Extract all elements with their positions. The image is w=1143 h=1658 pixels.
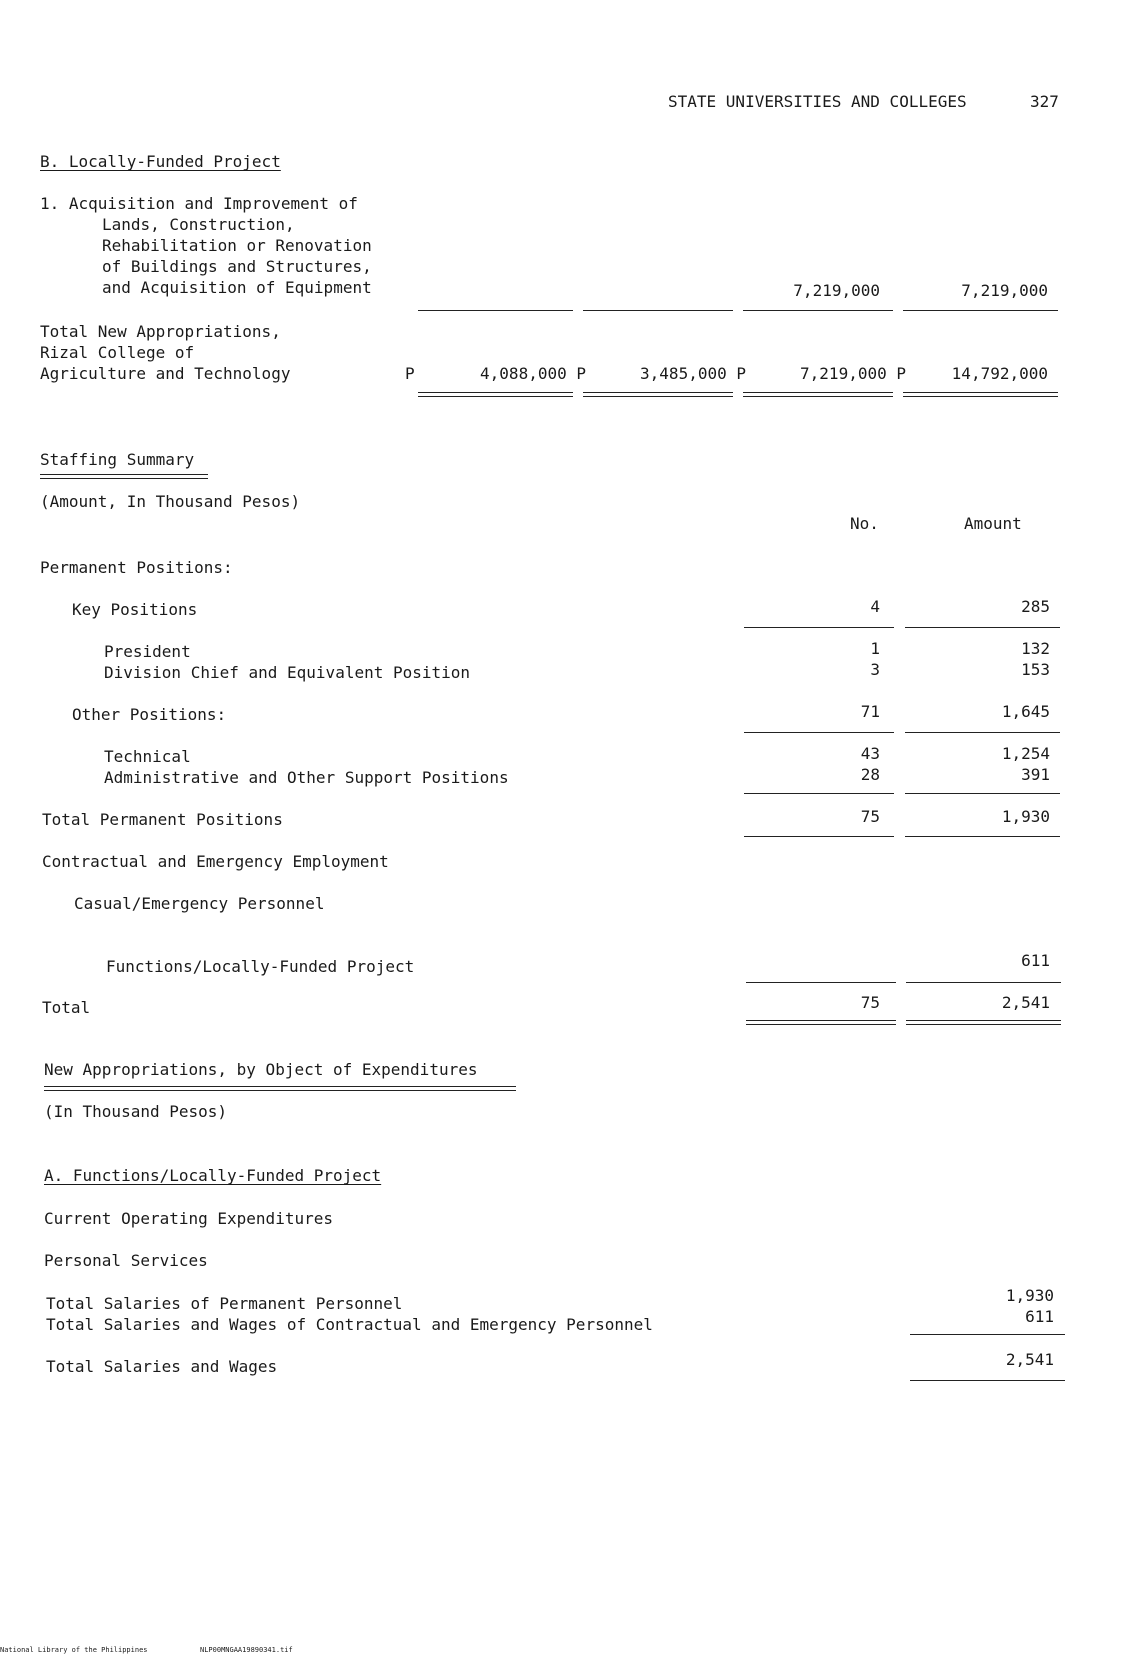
double-rule (40, 474, 208, 479)
salaries-contractual-label: Total Salaries and Wages of Contractual and Emergency Personnel (46, 1315, 653, 1334)
rule (905, 627, 1060, 628)
division-chief-amount: 153 (1021, 660, 1050, 679)
president-amount: 132 (1021, 639, 1050, 658)
president-label: President (104, 642, 191, 661)
double-rule (743, 392, 893, 397)
double-rule (746, 1020, 896, 1025)
col-no-header: No. (850, 514, 879, 533)
item-line-3: Rehabilitation or Renovation (102, 236, 372, 255)
rule (905, 836, 1060, 837)
total-new-line-2: Rizal College of (40, 343, 195, 362)
rule (744, 627, 894, 628)
rule (583, 310, 733, 311)
page-number: 327 (1030, 92, 1059, 111)
current-operating-label: Current Operating Expenditures (44, 1209, 333, 1228)
rule (905, 793, 1060, 794)
staffing-total-label: Total (42, 998, 91, 1017)
total-salaries-amount: 2,541 (1005, 1350, 1054, 1369)
col-amount-header: Amount (964, 514, 1022, 533)
total-new-col3: 7,219,000 P (800, 364, 906, 383)
item-line-2: Lands, Construction, (102, 215, 295, 234)
rule (746, 982, 896, 983)
key-positions-label: Key Positions (72, 600, 198, 619)
division-chief-no: 3 (870, 660, 880, 679)
technical-label: Technical (104, 747, 191, 766)
item-line-5: and Acquisition of Equipment (102, 278, 372, 297)
rule (418, 310, 573, 311)
rule (744, 836, 894, 837)
total-permanent-amount: 1,930 (1001, 807, 1050, 826)
key-positions-no: 4 (870, 597, 880, 616)
section-a-title: A. Functions/Locally-Funded Project (44, 1166, 382, 1185)
staffing-title: Staffing Summary (40, 450, 195, 469)
total-new-line-1: Total New Appropriations, (40, 322, 281, 341)
rule (910, 1334, 1065, 1335)
total-salaries-label: Total Salaries and Wages (46, 1357, 278, 1376)
division-chief-label: Division Chief and Equivalent Position (104, 663, 471, 682)
total-permanent-label: Total Permanent Positions (42, 810, 283, 829)
total-new-col1: 4,088,000 P (480, 364, 586, 383)
footer-library: National Library of the Philippines (0, 1646, 148, 1654)
peso-sign: P (405, 364, 415, 383)
personal-services-label: Personal Services (44, 1251, 208, 1270)
other-positions-no: 71 (860, 702, 880, 721)
object-exp-title: New Appropriations, by Object of Expenditures (44, 1060, 478, 1079)
casual-label: Casual/Emergency Personnel (74, 894, 325, 913)
double-rule (418, 392, 573, 397)
rule (905, 732, 1060, 733)
rule (906, 982, 1061, 983)
salaries-contractual-amount: 611 (1025, 1307, 1054, 1326)
admin-amount: 391 (1021, 765, 1050, 784)
total-new-total: 14,792,000 (951, 364, 1048, 383)
salaries-permanent-label: Total Salaries of Permanent Personnel (46, 1294, 403, 1313)
rule (744, 732, 894, 733)
admin-no: 28 (860, 765, 880, 784)
president-no: 1 (870, 639, 880, 658)
rule (903, 310, 1058, 311)
total-new-col2: 3,485,000 P (640, 364, 746, 383)
item-line-4: of Buildings and Structures, (102, 257, 372, 276)
admin-label: Administrative and Other Support Positions (104, 768, 509, 787)
double-rule (903, 392, 1058, 397)
permanent-label: Permanent Positions: (40, 558, 233, 577)
section-b-title: B. Locally-Funded Project (40, 152, 281, 171)
salaries-permanent-amount: 1,930 (1005, 1286, 1054, 1305)
item-line-1: 1. Acquisition and Improvement of (40, 194, 358, 213)
staffing-total-no: 75 (860, 993, 880, 1012)
functions-label: Functions/Locally-Funded Project (106, 957, 415, 976)
other-positions-amount: 1,645 (1001, 702, 1050, 721)
double-rule (906, 1020, 1061, 1025)
double-rule (44, 1086, 516, 1091)
technical-amount: 1,254 (1001, 744, 1050, 763)
key-positions-amount: 285 (1021, 597, 1050, 616)
double-rule (583, 392, 733, 397)
object-exp-subtitle: (In Thousand Pesos) (44, 1102, 228, 1121)
functions-amount: 611 (1021, 951, 1050, 970)
technical-no: 43 (860, 744, 880, 763)
staffing-total-amount: 2,541 (1001, 993, 1050, 1012)
rule (910, 1380, 1065, 1381)
item-col3-value: 7,219,000 (793, 281, 880, 300)
other-positions-label: Other Positions: (72, 705, 227, 724)
running-title: STATE UNIVERSITIES AND COLLEGES (668, 92, 967, 111)
total-permanent-no: 75 (860, 807, 880, 826)
rule (743, 310, 893, 311)
rule (744, 793, 894, 794)
total-new-line-3: Agriculture and Technology (40, 364, 291, 383)
staffing-subtitle: (Amount, In Thousand Pesos) (40, 492, 301, 511)
contractual-label: Contractual and Emergency Employment (42, 852, 389, 871)
item-total-value: 7,219,000 (961, 281, 1048, 300)
footer-file-id: NLP00MNGAA19890341.tif (200, 1646, 293, 1654)
